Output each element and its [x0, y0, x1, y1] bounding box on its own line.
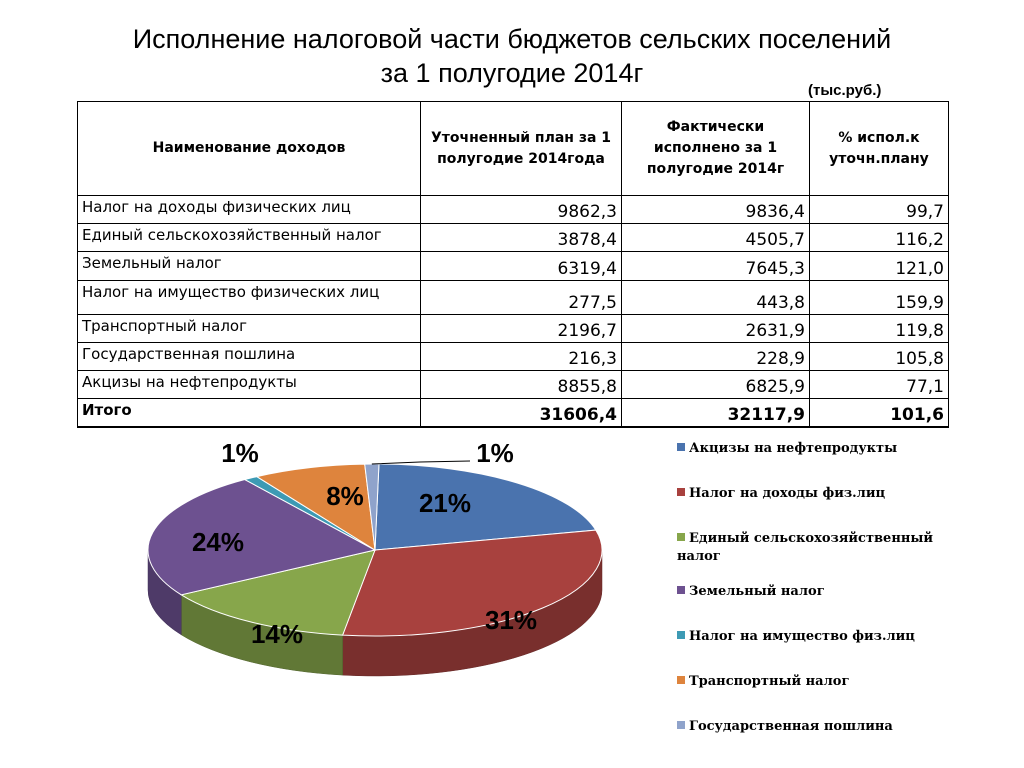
- header-plan: Уточненный план за 1 полугодие 2014года: [421, 102, 622, 196]
- row-plan: 9862,3: [421, 196, 622, 224]
- row-plan: 3878,4: [421, 224, 622, 252]
- header-name: Наименование доходов: [78, 102, 421, 196]
- row-plan: 2196,7: [421, 315, 622, 343]
- row-name: Акцизы на нефтепродукты: [78, 371, 421, 399]
- row-name: Транспортный налог: [78, 315, 421, 343]
- row-plan: 6319,4: [421, 252, 622, 281]
- legend-item: [677, 485, 947, 503]
- legend-label: Единый сельскохозяйственный налог: [677, 531, 934, 564]
- row-fact: 9836,4: [622, 196, 810, 224]
- total-percent: 101,6: [810, 399, 949, 427]
- row-plan: 8855,8: [421, 371, 622, 399]
- slice-6-label: 8%: [326, 481, 364, 511]
- row-percent: 105,8: [810, 343, 949, 371]
- row-percent: 77,1: [810, 371, 949, 399]
- legend-item: [677, 530, 947, 566]
- legend-label: Налог на доходы физ.лиц: [689, 486, 886, 501]
- row-plan: 277,5: [421, 281, 622, 315]
- legend-label: Налог на имущество физ.лиц: [689, 629, 915, 644]
- row-name: Налог на имущество физических лиц: [78, 281, 421, 315]
- row-percent: 119,8: [810, 315, 949, 343]
- row-fact: 7645,3: [622, 252, 810, 281]
- legend-swatch: [677, 631, 685, 639]
- legend-item: [677, 628, 947, 646]
- slice-5-label: 1%: [221, 438, 259, 468]
- legend-swatch: [677, 586, 685, 594]
- units-label: (тыс.руб.): [808, 82, 882, 99]
- row-percent: 121,0: [810, 252, 949, 281]
- legend-item: [677, 718, 947, 736]
- row-percent: 159,9: [810, 281, 949, 315]
- legend-label: Земельный налог: [689, 584, 825, 599]
- legend-swatch: [677, 488, 685, 496]
- legend-item: [677, 583, 947, 601]
- row-plan: 216,3: [421, 343, 622, 371]
- row-name: Земельный налог: [78, 252, 421, 281]
- row-name: Единый сельскохозяйственный налог: [78, 224, 421, 252]
- legend-swatch: [677, 676, 685, 684]
- row-fact: 2631,9: [622, 315, 810, 343]
- legend-label: Транспортный налог: [689, 674, 850, 689]
- slice-7-label: 1%: [476, 438, 514, 468]
- legend-swatch: [677, 721, 685, 729]
- row-name: Налог на доходы физических лиц: [78, 196, 421, 224]
- leader-line: [372, 461, 470, 464]
- row-percent: 116,2: [810, 224, 949, 252]
- row-name: Государственная пошлина: [78, 343, 421, 371]
- row-fact: 6825,9: [622, 371, 810, 399]
- total-fact: 32117,9: [622, 399, 810, 427]
- legend-swatch: [677, 533, 685, 541]
- legend-label: Акцизы на нефтепродукты: [689, 441, 898, 456]
- row-percent: 99,7: [810, 196, 949, 224]
- title-line-2: за 1 полугодие 2014г: [380, 58, 644, 88]
- legend-item: [677, 673, 947, 691]
- legend-swatch: [677, 443, 685, 451]
- slice-3-label: 14%: [250, 619, 304, 649]
- slice-4-label: 24%: [191, 527, 245, 557]
- slice-2-label: 31%: [484, 605, 538, 635]
- row-fact: 4505,7: [622, 224, 810, 252]
- legend-item: [677, 440, 947, 458]
- slice-1-label: 21%: [418, 488, 472, 518]
- total-plan: 31606,4: [421, 399, 622, 427]
- title-line-1: Исполнение налоговой части бюджетов сельских поселений: [132, 24, 892, 54]
- legend-label: Государственная пошлина: [689, 719, 893, 734]
- row-fact: 228,9: [622, 343, 810, 371]
- header-fact: Фактически исполнено за 1 полугодие 2014г: [622, 102, 810, 196]
- row-fact: 443,8: [622, 281, 810, 315]
- total-name: Итого: [78, 399, 421, 427]
- header-percent: % испол.к уточн.плану: [810, 102, 949, 196]
